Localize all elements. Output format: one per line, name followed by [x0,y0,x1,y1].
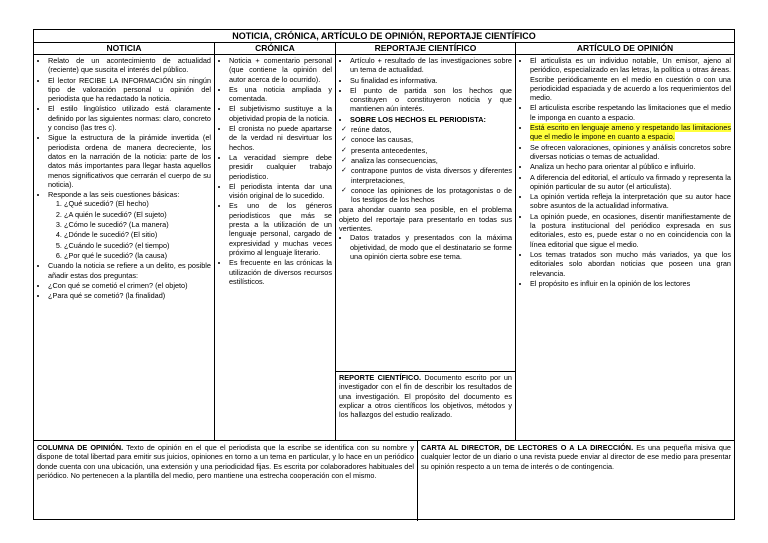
opinion-item: • Los temas tratados son mucho más variados, ya que los editoriales solo abordan noticias que poseen una gran relevancia. [530,250,731,278]
columna-text: Texto de opinión en el que el periodista que la escribe se identifica con su nombre y dispone de total libertad para emitir sus juicios, opiniones en torno a un tema en particular, y lo hace en un periódico donde cuenta con una ubicación, una extensión y una periodicidad fijas. Es escrita por colaboradores habituales del periódico. No pertenecen a la plantilla del medio, pero mantiene una estrecha cooperación con el mismo. [37,443,414,481]
column-headers [34,43,734,55]
columna-label: COLUMNA DE OPINIÓN. [37,443,124,452]
reporte-cientifico-text: Documento escrito por un investigador con el fin de describir los resultados de una investigación. El propósito del documento es explicar a otros científicos los objetivos, métodos y los hallazgos del estudio realizado. [339,373,512,420]
header-noticia: NOTICIA [34,43,215,54]
reportaje-item: • Datos tratados y presentados con la máxima objetividad, de modo que el destinatario se forme una opinión cierta sobre ese tema. [350,233,512,261]
checklist-item: ✓ conoce las opiniones de los protagonistas o de los testigos de los hechos [351,186,512,205]
question-item: 1. ¿Qué sucedió? (El hecho) [64,199,211,208]
reportaje-section [336,55,515,372]
document-title: NOTICIA, CRÓNICA, ARTÍCULO DE OPINIÓN, REPORTAJE CIENTÍFICO [34,30,734,43]
cronica-column [215,55,336,440]
noticia-item: • El estilo lingüístico utilizado está claramente definido por las siguientes normas: claro, concreto y conciso (las tres c). [48,104,211,132]
header-opinion: ARTÍCULO DE OPINIÓN [576,43,674,53]
header-reportaje: REPORTAJE CIENTÍFICO [336,43,516,54]
checklist-item: ✓ presenta antecedentes, [351,146,512,155]
opinion-item: • El articulista es un individuo notable, Un emisor, ajeno al periódico, especializado en las letras, la política u otras áreas. Escribe periódicamente en el medio en cuestión o con una periodicidad espaciada y de acuerdo a los requerimientos del medio. [530,56,731,102]
carta-text: Es una pequeña misiva que cualquier lector de un diario o una revista puede enviar al director de ese medio para presentar su opinión respecto a un tema de interés o de contingencia. [421,443,731,471]
checklist-item: ✓ contrapone puntos de vista diversos y diferentes interpretaciones, [351,166,512,185]
reportaje-item: • Su finalidad es informativa. [350,76,512,85]
highlighted-text: Está escrito en lenguaje ameno y respetando las limitaciones que el medio le impone en cuanto a espacio. [530,123,731,142]
cronica-item: • Es frecuente en las crónicas la utilización de diversos recursos estilísticos. [229,258,332,286]
question-item: 2. ¿A quién le sucedió? (El sujeto) [64,210,211,219]
question-item: 5. ¿Cuándo le sucedió? (el tiempo) [64,241,211,250]
reportaje-column [336,55,516,440]
question-item: 4. ¿Dónde le sucedió? (El sitio) [64,230,211,239]
cronica-item: • La veracidad siempre debe presidir cualquier trabajo periodístico. [229,153,332,181]
noticia-item: • ¿Con qué se cometió el crimen? (el objeto) [48,281,211,290]
opinion-item: • La opinión puede, en ocasiones, disentir manifiestamente de la postura institucional del periódico expresada en sus editoriales, esto es, puede estar o no en coincidencia con la línea editorial que sigue el medio. [530,212,731,249]
opinion-column [516,55,734,440]
carta-director [418,441,734,521]
noticia-item: • Relato de un acontecimiento de actualidad (reciente) que suscita el interés del público. [48,56,211,75]
cronica-item: • El periodista intenta dar una visión original de lo sucedido. [229,182,332,201]
opinion-item [530,123,731,142]
opinion-item: • Analiza un hecho para orientar al público e influirlo. [530,162,731,171]
reportaje-item: • Artículo + resultado de las investigaciones sobre un tema de actualidad. [350,56,512,75]
reportaje-item: • El punto de partida son los hechos que constituyen o constituyeron noticia y que mantienen aún interés. [350,86,512,114]
noticia-item: • ¿Para qué se cometió? (la finalidad) [48,291,211,300]
cronica-item: • El cronista no puede apartarse de la verdad ni desvirtuar los hechos. [229,124,332,152]
noticia-item [48,190,211,260]
reporte-cientifico [336,372,515,440]
checklist-item: ✓ reúne datos, [351,125,512,134]
opinion-item: • A diferencia del editorial, el artículo va firmado y representa la opinión particular de su autor (el articulista). [530,173,731,192]
carta-label: CARTA AL DIRECTOR, DE LECTORES O A LA DIRECCIÓN. [421,443,634,452]
cronica-item: • Es una noticia ampliada y comentada. [229,85,332,104]
noticia-column [34,55,215,440]
reportaje-para: para ahondar cuanto sea posible, en el problema objeto del reportaje para presentarlo en todas sus vertientes. [339,205,512,234]
question-item: 6. ¿Por qué le sucedió? (la causa) [64,251,211,260]
cronica-item: • Noticia + comentario personal (que contiene la opinión del autor acerca de lo ocurrido). [229,56,332,84]
checklist-item: ✓ analiza las consecuencias, [351,156,512,165]
checklist-item: ✓ conoce las causas, [351,135,512,144]
columna-opinion [34,441,418,521]
summary-table [33,29,735,520]
noticia-questions-intro: Responde a las seis cuestiones básicas: [48,190,180,200]
reportaje-item: • SOBRE LOS HECHOS EL PERIODISTA: [350,115,512,124]
reporte-cientifico-label: REPORTE CIENTÍFICO. [339,373,422,382]
header-cronica: CRÓNICA [215,43,336,54]
cronica-item: • Es uno de los géneros periodísticos que más se presta a la utilización de un lenguaje personal, cargado de expresividad y muchas veces próximo al lenguaje literario. [229,201,332,257]
opinion-item: • Se ofrecen valoraciones, opiniones y análisis concretos sobre diversas noticias o temas de actualidad. [530,143,731,162]
noticia-item: • Sigue la estructura de la pirámide invertida (el periodista ordena de manera decreciente, los datos en la narración de la noticia: parte de los datos más importantes para llegar hasta aquellos menos significativos que cerrarán el cuerpo de su noticia). [48,133,211,189]
noticia-item: • Cuando la noticia se refiere a un delito, es posible añadir estas dos preguntas: [48,261,211,280]
opinion-item: • El propósito es influir en la opinión de los lectores [530,279,731,288]
noticia-item: • El lector RECIBE LA INFORMACIÓN sin ningún tipo de valoración personal u opinión del periodista que ha redactado la noticia. [48,76,211,104]
opinion-item: • El articulista escribe respetando las limitaciones que el medio le imponga en cuanto a espacio. [530,103,731,122]
question-item: 3. ¿Cómo le sucedió? (La manera) [64,220,211,229]
cronica-item: • El subjetivismo sustituye a la objetividad propia de la noticia. [229,104,332,123]
opinion-item: • La opinión vertida refleja la interpretación que su autor hace sobre asuntos de la actualidad informativa. [530,192,731,211]
